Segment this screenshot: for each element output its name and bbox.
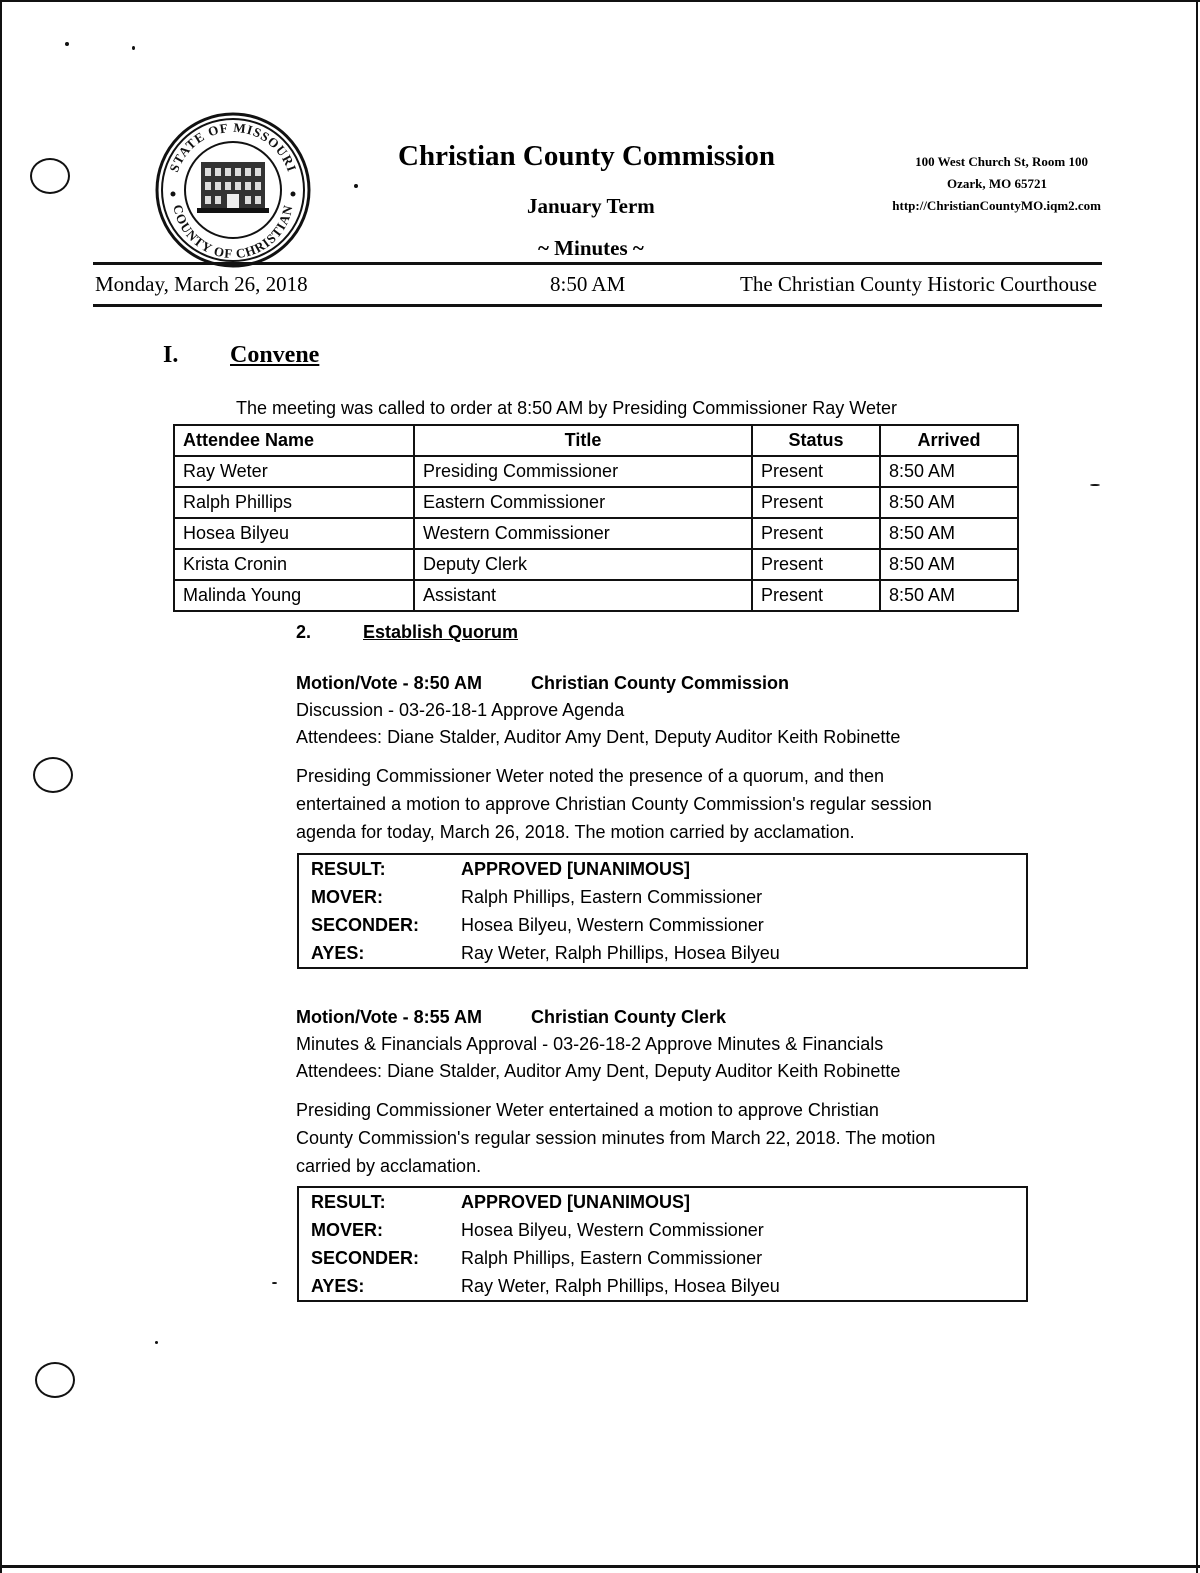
seconder-row <box>298 911 1027 939</box>
motion-1 <box>296 670 1036 751</box>
subsection-number: 2. <box>296 622 312 642</box>
result-value: APPROVED [UNANIMOUS] <box>461 858 691 879</box>
attendee-name: Malinda Young <box>174 580 414 611</box>
table-row <box>174 518 1018 549</box>
attendee-arrived: 8:50 AM <box>880 518 1018 549</box>
motion-time: Motion/Vote - 8:50 AM <box>296 673 482 693</box>
ayes-row <box>298 1272 1027 1301</box>
table-row <box>174 580 1018 611</box>
ayes-value: Ray Weter, Ralph Phillips, Hosea Bilyeu <box>461 1275 780 1296</box>
called-to-order-text: The meeting was called to order at 8:50 AM by Presiding Commissioner Ray Weter <box>236 398 897 418</box>
mover-key: MOVER: <box>311 886 383 907</box>
motion-2-result-table <box>297 1186 1028 1302</box>
column-header: Attendee Name <box>174 425 414 456</box>
attendee-status: Present <box>752 487 880 518</box>
attendee-arrived: 8:50 AM <box>880 549 1018 580</box>
seconder-key: SECONDER: <box>311 1247 420 1268</box>
minutes-label: ~ Minutes ~ <box>538 236 644 260</box>
mover-row <box>298 883 1027 911</box>
result-row <box>298 1187 1027 1216</box>
attendee-status: Present <box>752 549 880 580</box>
motion-1-result-table <box>297 853 1028 969</box>
meeting-time: 8:50 AM <box>550 272 626 296</box>
seconder-value: Hosea Bilyeu, Western Commissioner <box>461 914 764 935</box>
mover-value: Hosea Bilyeu, Western Commissioner <box>461 1219 764 1240</box>
mover-key: MOVER: <box>311 1219 383 1240</box>
motion-discussion: Discussion - 03-26-18-1 Approve Agenda <box>296 700 625 720</box>
attendee-arrived: 8:50 AM <box>880 487 1018 518</box>
paragraph-line: agenda for today, March 26, 2018. The motion carried by acclamation. <box>296 822 855 842</box>
section-title: Convene <box>230 342 320 368</box>
motion-time: Motion/Vote - 8:55 AM <box>296 1007 482 1027</box>
header-rule-top <box>93 262 1102 265</box>
paragraph-line: Presiding Commissioner Weter noted the presence of a quorum, and then <box>296 766 884 786</box>
result-row <box>298 854 1027 883</box>
page-border-left <box>0 0 2 1573</box>
paragraph-line: carried by acclamation. <box>296 1156 482 1176</box>
website-link[interactable]: http://ChristianCountyMO.iqm2.com <box>892 198 1101 213</box>
scan-speck <box>272 1282 277 1284</box>
scan-speck <box>155 1341 158 1344</box>
seconder-value: Ralph Phillips, Eastern Commissioner <box>461 1247 763 1268</box>
motion-body: Christian County Clerk <box>531 1007 727 1027</box>
attendee-title: Eastern Commissioner <box>414 487 752 518</box>
attendee-title: Western Commissioner <box>414 518 752 549</box>
result-value: APPROVED [UNANIMOUS] <box>461 1191 691 1212</box>
page-border-right <box>1196 0 1198 1573</box>
address-line-2: Ozark, MO 65721 <box>946 176 1047 191</box>
page-border-top <box>0 0 1200 2</box>
column-header: Arrived <box>880 425 1018 456</box>
motion-2 <box>296 1004 1036 1085</box>
table-row <box>174 549 1018 580</box>
svg-text:STATE OF MISSOURI: STATE OF MISSOURI <box>166 119 300 175</box>
motion-discussion: Minutes & Financials Approval - 03-26-18-2 Approve Minutes & Financials <box>296 1034 884 1054</box>
motion-heading <box>296 670 1036 697</box>
paragraph-line: entertained a motion to approve Christian County Commission's regular session <box>296 794 932 814</box>
svg-text:COUNTY OF CHRISTIAN: COUNTY OF CHRISTIAN <box>170 203 296 262</box>
scan-speck <box>132 46 135 50</box>
meeting-date: Monday, March 26, 2018 <box>95 272 308 296</box>
header-rule-bottom <box>93 304 1102 307</box>
attendee-title: Assistant <box>414 580 752 611</box>
ayes-value: Ray Weter, Ralph Phillips, Hosea Bilyeu <box>461 942 780 963</box>
motion-1-paragraph <box>296 762 1036 846</box>
table-row <box>174 487 1018 518</box>
motion-attendees: Attendees: Diane Stalder, Auditor Amy Dent, Deputy Auditor Keith Robinette <box>296 727 901 747</box>
scan-speck <box>65 42 69 46</box>
result-key: RESULT: <box>311 1191 386 1212</box>
attendance-table <box>173 424 1019 612</box>
motion-heading <box>296 1004 1036 1031</box>
motion-body: Christian County Commission <box>531 673 790 693</box>
attendee-name: Krista Cronin <box>174 549 414 580</box>
scan-speck <box>354 184 358 188</box>
document-title: Christian County Commission <box>398 140 776 172</box>
attendee-status: Present <box>752 518 880 549</box>
seconder-key: SECONDER: <box>311 914 420 935</box>
page-border-bottom <box>0 1565 1200 1568</box>
ayes-key: AYES: <box>311 942 365 963</box>
term-label: January Term <box>527 194 655 218</box>
ayes-key: AYES: <box>311 1275 365 1296</box>
column-header: Status <box>752 425 880 456</box>
attendee-name: Hosea Bilyeu <box>174 518 414 549</box>
punch-hole <box>30 158 70 194</box>
subsection-title: Establish Quorum <box>363 622 519 642</box>
attendee-arrived: 8:50 AM <box>880 456 1018 487</box>
attendee-status: Present <box>752 456 880 487</box>
mover-row <box>298 1216 1027 1244</box>
motion-attendees: Attendees: Diane Stalder, Auditor Amy Dent, Deputy Auditor Keith Robinette <box>296 1061 901 1081</box>
punch-hole <box>33 757 73 793</box>
meeting-location: The Christian County Historic Courthouse <box>740 272 1097 296</box>
table-row <box>174 456 1018 487</box>
motion-2-paragraph <box>296 1096 1036 1180</box>
ayes-row <box>298 939 1027 968</box>
attendee-name: Ray Weter <box>174 456 414 487</box>
scan-speck <box>1090 484 1100 486</box>
paragraph-line: Presiding Commissioner Weter entertained a motion to approve Christian <box>296 1100 879 1120</box>
seconder-row <box>298 1244 1027 1272</box>
table-header-row <box>174 425 1018 456</box>
attendee-status: Present <box>752 580 880 611</box>
column-header: Title <box>414 425 752 456</box>
section-number: I. <box>163 342 179 368</box>
attendee-name: Ralph Phillips <box>174 487 414 518</box>
county-seal-icon <box>153 112 313 268</box>
paragraph-line: County Commission's regular session minutes from March 22, 2018. The motion <box>296 1128 936 1148</box>
attendee-title: Deputy Clerk <box>414 549 752 580</box>
attendee-title: Presiding Commissioner <box>414 456 752 487</box>
address-line-1: 100 West Church St, Room 100 <box>915 154 1088 169</box>
result-key: RESULT: <box>311 858 386 879</box>
punch-hole <box>35 1362 75 1398</box>
mover-value: Ralph Phillips, Eastern Commissioner <box>461 886 763 907</box>
attendee-arrived: 8:50 AM <box>880 580 1018 611</box>
